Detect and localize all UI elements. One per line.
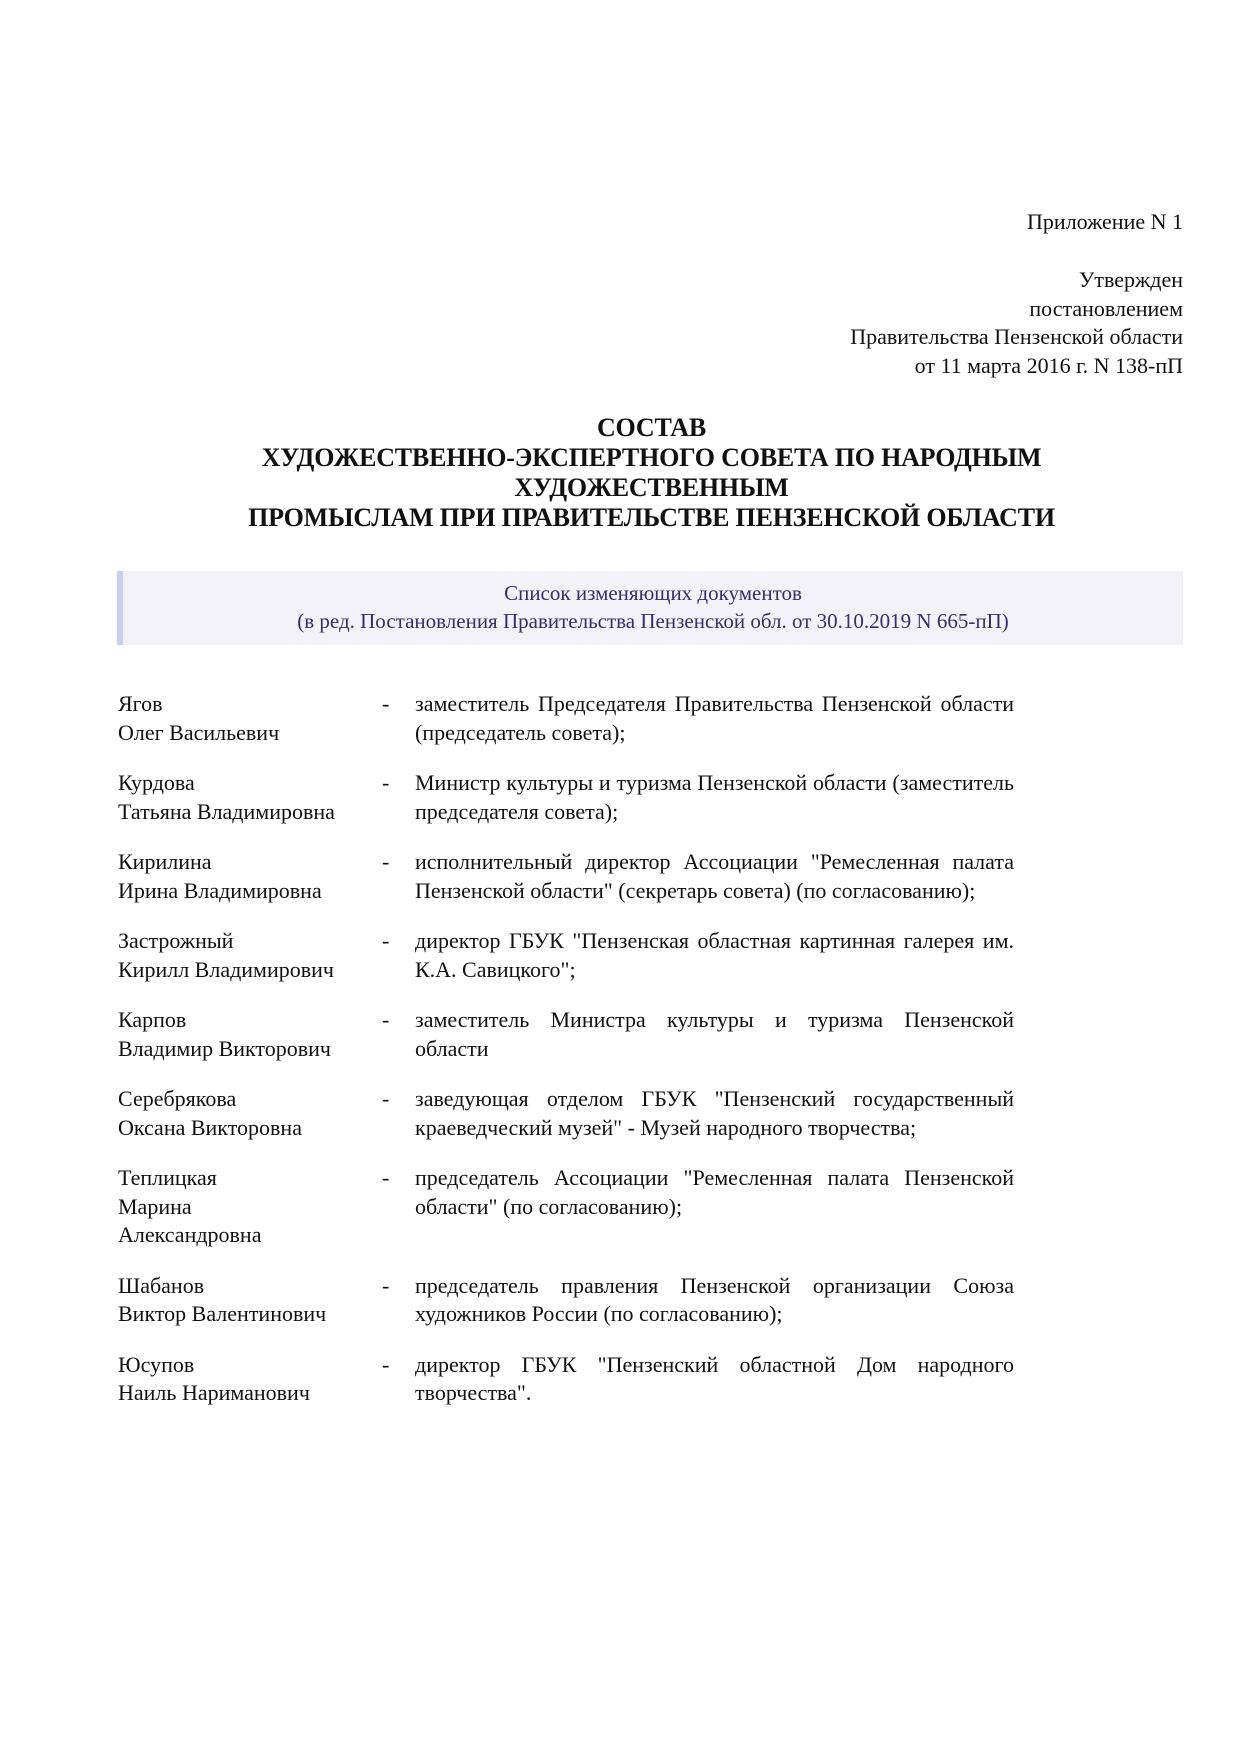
dash-separator: - xyxy=(382,928,390,953)
amendments-heading: Список изменяющих документов xyxy=(504,581,802,605)
member-surname: Шабанов xyxy=(118,1272,205,1298)
member-surname: Курдова xyxy=(118,770,195,795)
member-row xyxy=(118,927,1014,984)
member-role: заместитель Министра культуры и туризма Пензенской области xyxy=(415,1007,1014,1061)
member-surname: Серебрякова xyxy=(118,1086,237,1111)
amendments-text: (в ред. Постановления Правительства Пензенской обл. от 30.10.2019 N 665-пП) xyxy=(297,609,1009,633)
approval-line: Правительства Пензенской области xyxy=(850,324,1183,349)
title-line: ПРОМЫСЛАМ ПРИ ПРАВИТЕЛЬСТВЕ ПЕНЗЕНСКОЙ ОБЛАСТИ xyxy=(248,503,1055,532)
dash-separator: - xyxy=(382,1007,390,1032)
member-name xyxy=(118,690,380,747)
member-row xyxy=(118,1085,1014,1142)
member-role: председатель правления Пензенской организации Союза художников России (по согласованию); xyxy=(415,1272,1014,1326)
member-given-names: Александровна xyxy=(118,1222,262,1247)
member-name xyxy=(118,848,380,905)
member-given-names: Татьяна Владимировна xyxy=(118,798,335,824)
member-role: председатель Ассоциации "Ремесленная палата Пензенской области" (по согласованию); xyxy=(415,1165,1014,1219)
member-given-names: Ирина Владимировна xyxy=(118,877,322,903)
member-given-names: Марина xyxy=(118,1193,192,1219)
member-role: директор ГБУК "Пензенская областная картинная галерея им. К.А. Савицкого"; xyxy=(415,928,1014,982)
dash-separator: - xyxy=(382,1086,390,1111)
dash-separator: - xyxy=(382,1272,390,1298)
member-role: Министр культуры и туризма Пензенской области (заместитель председателя совета); xyxy=(415,770,1014,824)
member-role: заместитель Председателя Правительства Пензенской области (председатель совета); xyxy=(415,691,1014,745)
member-row xyxy=(118,769,1014,826)
dash-separator: - xyxy=(382,770,390,795)
member-name xyxy=(118,769,380,826)
member-row xyxy=(118,848,1014,905)
title-line: ХУДОЖЕСТВЕННЫМ xyxy=(514,473,789,502)
member-name xyxy=(118,927,380,984)
member-given-names: Наиль Нариманович xyxy=(118,1380,310,1405)
member-surname: Ягов xyxy=(118,691,163,716)
dash-separator: - xyxy=(382,1165,390,1190)
approval-note xyxy=(600,266,1183,380)
dash-separator: - xyxy=(382,1351,390,1377)
member-role: заведующая отделом ГБУК "Пензенский государственный краеведческий музей" - Музей народного творчества; xyxy=(415,1086,1014,1140)
approval-line: Утвержден xyxy=(1078,267,1183,292)
member-surname: Юсупов xyxy=(118,1351,195,1377)
member-row xyxy=(118,1164,1014,1250)
member-row xyxy=(118,690,1014,747)
amendments-box xyxy=(117,571,1183,645)
member-given-names: Оксана Викторовна xyxy=(118,1114,302,1140)
member-row xyxy=(118,1351,1014,1408)
member-role: директор ГБУК "Пензенский областной Дом народного творчества". xyxy=(415,1351,1014,1405)
title-line: ХУДОЖЕСТВЕННО-ЭКСПЕРТНОГО СОВЕТА ПО НАРОДНЫМ xyxy=(261,443,1042,472)
title-line: СОСТАВ xyxy=(596,413,707,442)
approval-line: от 11 марта 2016 г. N 138-пП xyxy=(914,352,1183,378)
member-surname: Карпов xyxy=(118,1007,187,1032)
approval-line: постановлением xyxy=(1029,295,1183,321)
member-surname: Застрожный xyxy=(118,928,234,953)
dash-separator: - xyxy=(382,849,390,874)
member-given-names: Владимир Викторович xyxy=(118,1035,331,1061)
member-name xyxy=(118,1164,380,1250)
member-name xyxy=(118,1006,380,1063)
members-list xyxy=(118,690,1014,1430)
member-role: исполнительный директор Ассоциации "Ремесленная палата Пензенской области" (секретарь совета) (по согласованию); xyxy=(415,849,1014,903)
member-name xyxy=(118,1085,380,1142)
member-given-names: Олег Васильевич xyxy=(118,719,280,745)
member-row xyxy=(118,1006,1014,1063)
dash-separator: - xyxy=(382,691,390,716)
member-surname: Кирилина xyxy=(118,849,212,874)
document-title xyxy=(120,413,1183,533)
member-name xyxy=(118,1272,380,1329)
member-row xyxy=(118,1272,1014,1329)
member-given-names: Виктор Валентинович xyxy=(118,1301,327,1326)
member-given-names: Кирилл Владимирович xyxy=(118,956,334,982)
member-surname: Теплицкая xyxy=(118,1165,217,1190)
appendix-label: Приложение N 1 xyxy=(1027,209,1183,234)
member-name xyxy=(118,1351,380,1408)
